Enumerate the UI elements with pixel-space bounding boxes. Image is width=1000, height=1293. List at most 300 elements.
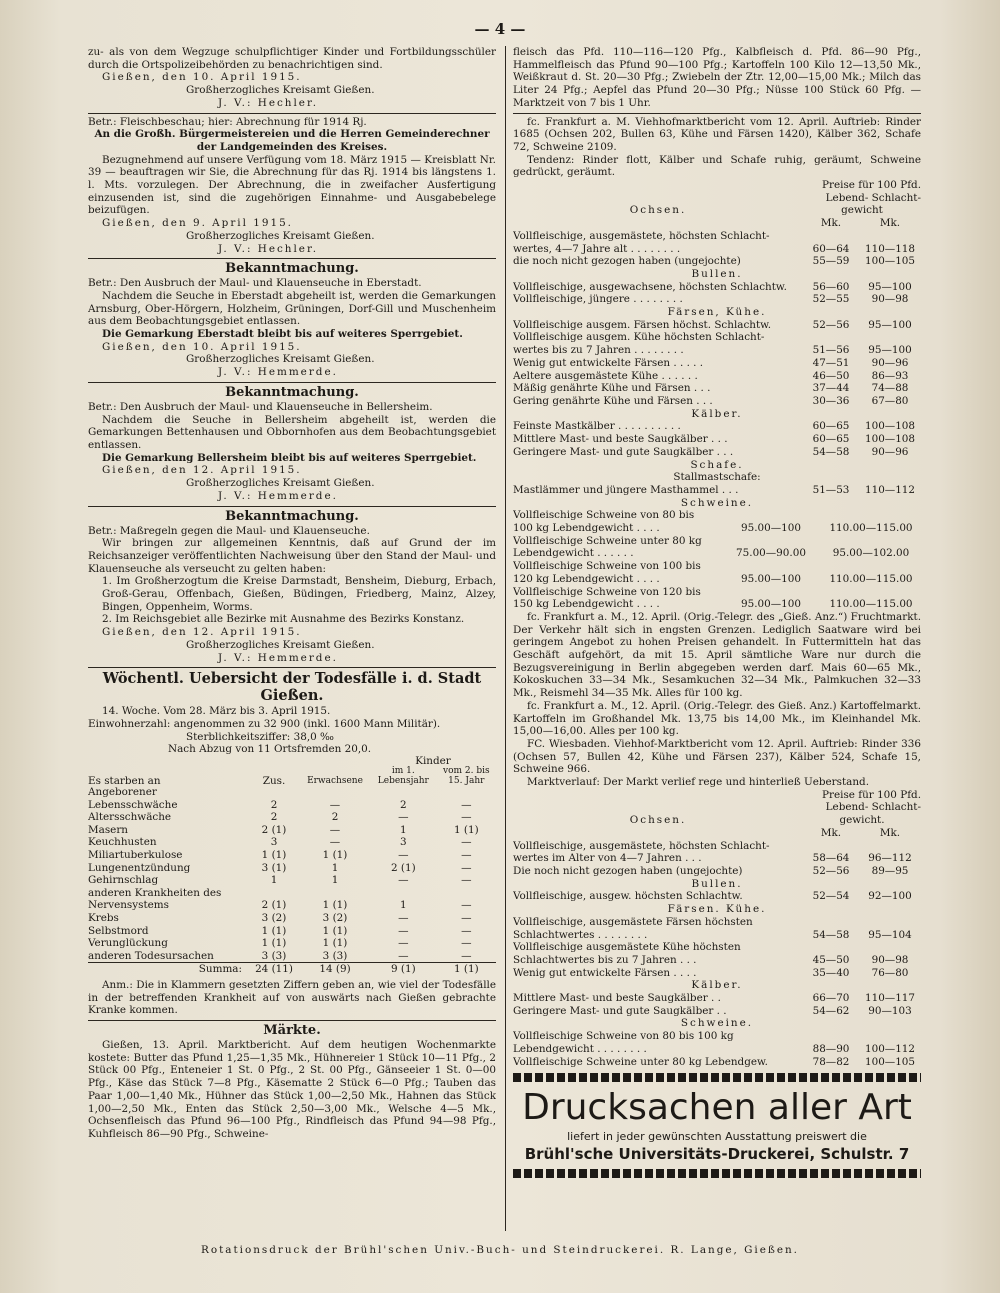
price-label: Vollfleischige ausgem. Färsen höchst. Schlachtw. <box>513 318 772 331</box>
ffm-sect-schafe: Schafe. <box>690 458 744 471</box>
deaths-cell-total <box>248 887 300 900</box>
wies-sect-faersen: Färsen. Kühe. <box>667 903 767 916</box>
wies-head-row <box>513 814 921 827</box>
deaths-cell-cause: Nervensystems <box>88 899 169 912</box>
deaths-cell-cause: Gehirnschlag <box>88 874 159 887</box>
price-label: Wenig gut entwickelte Färsen . . . . . <box>513 356 704 369</box>
price-v2: 95.00—102.00 <box>832 547 910 560</box>
price-v1: 47—51 <box>812 356 850 369</box>
price-row <box>513 954 921 967</box>
deaths-cell-c1: — <box>398 811 409 824</box>
wies-price-head: Preise für 100 Pfd. <box>822 788 921 801</box>
ffm-sect-faersen: Färsen, Kühe. <box>667 306 767 319</box>
deaths-cell-total: 1 <box>270 874 278 887</box>
price-row <box>513 865 921 878</box>
intro-date: Gießen, den 10. April 1915. <box>102 71 302 84</box>
price-row <box>513 992 921 1005</box>
deaths-cell-cause: Angeborener Lebensschwäche <box>88 786 178 811</box>
price-label: Vollfleischige, ausgemästete Färsen höchsten <box>513 915 753 928</box>
price-label: wertes, 4—7 Jahre alt . . . . . . . . <box>513 242 681 255</box>
bek1-subject: Betr.: Den Ausbruch der Maul- und Klauenseuche in Eberstadt. <box>88 277 422 290</box>
price-label: Lebendgewicht . . . . . . . . <box>513 1042 647 1055</box>
price-label: wertes bis zu 7 Jahren . . . . . . . . <box>513 344 684 357</box>
price-v2: 100—105 <box>864 255 916 268</box>
sum-child-1: 9 (1) <box>370 963 437 976</box>
ffm-unit-1: Mk. <box>820 217 842 230</box>
deaths-cell-total: 2 <box>270 811 278 824</box>
price-row <box>513 433 921 446</box>
ffm-faersen-rows <box>513 319 921 408</box>
deaths-cell-c2: — <box>461 798 472 811</box>
price-row <box>513 890 921 903</box>
deaths-cell-c2: — <box>461 811 472 824</box>
price-label: Mäßig genährte Kühe und Färsen . . . <box>513 382 711 395</box>
price-row <box>513 586 921 599</box>
price-label: Geringere Mast- und gute Saugkälber . . . <box>513 445 734 458</box>
price-v1: 88—90 <box>812 1042 850 1055</box>
price-label: Vollfleischige, ausgemästete, höchsten Schlacht- <box>513 229 770 242</box>
price-v2: 90—98 <box>871 953 909 966</box>
deaths-cell-c1 <box>370 887 437 900</box>
price-v2: 110—117 <box>864 992 916 1005</box>
price-row <box>513 331 921 344</box>
price-label: Vollfleischige Schweine unter 80 kg Lebendgew. <box>513 1055 768 1068</box>
ffm-intro: fc. Frankfurt a. M. Viehhofmarktbericht vom 12. April. Auftrieb: Rinder 1685 (Ochsen 202, Bullen 63, Kühe und Färsen 1420), Kälber 362, Schafe 72, Schweine 2109. <box>513 115 921 153</box>
price-v1: 55—59 <box>812 255 850 268</box>
deaths-row <box>88 887 496 900</box>
deaths-cell-c2: — <box>461 899 472 912</box>
bek1-date: Gießen, den 10. April 1915. <box>102 340 302 353</box>
bek2-date: Gießen, den 12. April 1915. <box>102 464 302 477</box>
deaths-row <box>88 950 496 963</box>
col-total: Zus. <box>262 775 286 788</box>
bek3-item-1: 1. Im Großherzogtum die Kreise Darmstadt, Bensheim, Dieburg, Erbach, Groß-Gerau, Offenbach, Gießen, Büdingen, Friedberg, Mainz, Alzey, Bingen, Oppenheim, Worms. <box>102 575 496 613</box>
deaths-population: Einwohnerzahl: angenommen zu 32 900 (inkl. 1600 Mann Militär). <box>88 717 441 730</box>
deaths-cell-adult: — <box>329 823 341 836</box>
price-v1: 60—65 <box>812 433 850 446</box>
deaths-cell-adult: 1 <box>331 861 339 874</box>
ffm-bullen-rows <box>513 281 921 306</box>
price-v1: 45—50 <box>812 953 850 966</box>
deaths-cell-adult: 1 (1) <box>322 937 348 950</box>
wies-ochsen-rows <box>513 840 921 878</box>
price-label: Wenig gut entwickelte Färsen . . . . <box>513 966 697 979</box>
deaths-cell-c1: 2 <box>399 798 407 811</box>
wies-sect-bullen: Bullen. <box>691 877 743 890</box>
wies-kaelber-rows <box>513 992 921 1017</box>
kartoffelmarkt: fc. Frankfurt a. M., 12. April. (Orig.-Telegr. des Gieß. Anz.) Kartoffelmarkt. Kartoffeln im Großhandel Mk. 13,75 bis 14,00 Mk., im Kleinhandel Mk. 15,00—16,00. Alles per 100 kg. <box>513 699 921 738</box>
price-row <box>513 293 921 306</box>
maerkte-text: Gießen, 13. April. Marktbericht. Auf dem heutigen Wochenmarkte kostete: Butter das Pfund 1,25—1,35 Mk., Hühnereier 1 Stück 10—11 Pfg., 2 Stück 00 Pfg., Enteneier 1 St. 0 Pfg., 2 St. 00 Pfg., Gänseeier 1 St. 0—00 Pfg., Käse das Stück 7—8 Pfg., Käsematte 2 Stück 6—0 Pfg.; Tauben das Paar 1,00—1,40 Mk., Hühner das Stück 1,00—2,50 Mk., Hahnen das Stück 1,00—2,50 Mk., Enten das Stück 2,50—3,00 Mk., Welsche 4—5 Mk., Ochsenfleisch das Pfund 96—100 Pfg., Rindfleisch das Pfund 94—98 Pfg., Kuhfleisch 86—90 Pfg., Schweine- <box>88 1039 496 1140</box>
deaths-cell-cause: Krebs <box>88 911 119 924</box>
deaths-after: Nach Abzug von 11 Ortsfremden 20,0. <box>168 743 372 756</box>
price-v2: 110—112 <box>864 483 916 496</box>
price-row <box>513 319 921 332</box>
price-v2: 76—80 <box>871 966 909 979</box>
deaths-row <box>88 786 496 811</box>
deaths-cell-adult: 1 (1) <box>322 924 348 937</box>
price-v2: 86—93 <box>871 369 909 382</box>
bek2-bold: Die Gemarkung Bellersheim bleibt bis auf weiteres Sperrgebiet. <box>102 451 477 464</box>
bek2-body: Nachdem die Seuche in Bellersheim abgeheilt ist, werden die Gemarkungen Bettenhausen und Obbornhofen aus dem Beobachtungsgebiet entlassen. <box>88 413 496 451</box>
price-label: Vollfleischige Schweine unter 80 kg <box>513 534 702 547</box>
deaths-row <box>88 874 496 887</box>
deaths-cell-adult: 1 (1) <box>322 849 348 862</box>
price-v2: 96—112 <box>868 852 912 865</box>
deaths-cell-adult: 3 (3) <box>322 949 348 962</box>
deaths-cell-c2: — <box>461 861 472 874</box>
price-v1: 54—58 <box>812 445 850 458</box>
bek1-bold: Die Gemarkung Eberstadt bleibt bis auf weiteres Sperrgebiet. <box>102 328 463 341</box>
ffm-kaelber-rows <box>513 420 921 458</box>
deaths-cell-c1: 2 (1) <box>390 861 416 874</box>
price-row <box>513 1056 921 1069</box>
price-v2: 95—100 <box>868 280 912 293</box>
price-v2: 90—96 <box>871 356 909 369</box>
deaths-cell-c2: — <box>461 911 472 924</box>
price-v2: 95—100 <box>868 344 912 357</box>
deaths-cell-adult <box>300 887 370 900</box>
price-v2: 110—118 <box>864 242 916 255</box>
fleisch-signature: J. V.: Hechler. <box>218 242 319 255</box>
deaths-row <box>88 862 496 875</box>
price-row <box>513 420 921 433</box>
divider <box>88 1020 496 1021</box>
price-v2: 110.00—115.00 <box>829 522 913 535</box>
price-v1: 58—64 <box>812 852 850 865</box>
sum-label: Summa: <box>88 963 248 976</box>
price-label: Mittlere Mast- und beste Saugkälber . . . <box>513 433 728 446</box>
deaths-cell-total: 3 (1) <box>261 861 287 874</box>
deaths-cell-c1: 1 <box>399 823 407 836</box>
price-row <box>513 852 921 865</box>
price-row <box>513 243 921 256</box>
price-row <box>513 967 921 980</box>
bek3-body: Wir bringen zur allgemeinen Kenntnis, daß auf Grund der im Reichsanzeiger veröffentlichten Nachweisung über den Stand der Maul- und Klauenseuche als verseucht zu gelten haben: <box>88 537 496 575</box>
price-v2: 100—112 <box>864 1042 916 1055</box>
price-v1: 54—62 <box>812 1004 850 1017</box>
price-v1: 60—64 <box>812 242 850 255</box>
deaths-cell-c1: 3 <box>399 836 407 849</box>
price-v2: 74—88 <box>871 382 909 395</box>
deaths-cell-c1: 1 <box>399 899 407 912</box>
deaths-cell-total: 3 <box>270 836 278 849</box>
bek3-date: Gießen, den 12. April 1915. <box>102 626 302 639</box>
deaths-cell-total: 1 (1) <box>261 849 287 862</box>
bek2-signature: J. V.: Hemmerde. <box>218 489 338 502</box>
price-v1: 52—54 <box>812 890 850 903</box>
deaths-note: Anm.: Die in Klammern gesetzten Ziffern geben an, wie viel der Todesfälle in der betreffenden Krankheit auf von auswärts nach Gießen gebrachte Kranke kommen. <box>88 978 496 1017</box>
price-v1: 56—60 <box>812 280 850 293</box>
deaths-cell-total: 2 (1) <box>261 899 287 912</box>
price-row <box>513 1043 921 1056</box>
wies-unit-row <box>513 827 921 840</box>
deaths-cell-cause: Selbstmord <box>88 924 149 937</box>
price-row <box>513 598 921 611</box>
price-v1: 54—58 <box>812 928 850 941</box>
ffm-price-head: Preise für 100 Pfd. <box>822 179 921 192</box>
price-row <box>513 941 921 954</box>
deaths-cell-c1: — <box>398 924 409 937</box>
price-label: Lebendgewicht . . . . . . <box>513 547 634 560</box>
page-number: — 4 — <box>474 20 526 38</box>
wies-price-head-2: Lebend- Schlacht- <box>825 801 921 814</box>
divider <box>88 258 496 259</box>
price-row <box>513 281 921 294</box>
deaths-cell-cause: Verunglückung <box>88 937 168 950</box>
deaths-cell-c2: — <box>461 924 472 937</box>
price-row <box>513 547 921 560</box>
deaths-cell-total: 1 (1) <box>261 924 287 937</box>
price-v2: 100—108 <box>864 433 916 446</box>
ffm-schweine-rows <box>513 509 921 611</box>
bek3-signature: J. V.: Hemmerde. <box>218 651 338 664</box>
price-v2: 89—95 <box>871 865 909 877</box>
divider <box>88 506 496 507</box>
deaths-cell-total: 1 (1) <box>261 937 287 950</box>
price-label: Gering genährte Kühe und Färsen . . . <box>513 394 713 407</box>
price-label: die noch nicht gezogen haben (ungejochte) <box>513 255 741 268</box>
price-v1: 37—44 <box>812 382 850 395</box>
maerkte-title: Märkte. <box>263 1023 321 1039</box>
left-column <box>88 46 496 1231</box>
deaths-rate: Sterblichkeitsziffer: 38,0 ‰ <box>186 730 334 743</box>
ffm-unit-2: Mk. <box>879 217 901 230</box>
price-row <box>513 370 921 383</box>
divider <box>88 113 496 114</box>
price-row <box>513 929 921 942</box>
ad-border-bottom <box>513 1169 921 1178</box>
divider <box>513 113 921 114</box>
bek1-body: Nachdem die Seuche in Eberstadt abgeheilt ist, werden die Gemarkungen Arnsburg, Ober-Hörgern, Holzheim, Grüningen, Dorf-Gill und Muschenheim aus dem Beobachtungsgebiet entlassen. <box>88 289 496 328</box>
deaths-cell-c2: — <box>461 849 472 862</box>
deaths-cell-c1: — <box>398 874 409 887</box>
print-shop-ad <box>513 1073 921 1178</box>
price-row <box>513 382 921 395</box>
intro-signature: J. V.: Hechler. <box>218 96 319 109</box>
deaths-row <box>88 836 496 849</box>
deaths-cell-total: 3 (2) <box>261 911 287 924</box>
wies-sect-ochsen: Ochsen. <box>629 814 687 827</box>
fleisch-subject: Betr.: Fleischbeschau; hier: Abrechnung für 1914 Rj. <box>88 115 367 128</box>
printer-footer: Rotationsdruck der Brühl'schen Univ.-Buch- und Steindruckerei. R. Lange, Gießen. <box>201 1244 799 1256</box>
price-row <box>513 573 921 586</box>
price-row <box>513 255 921 268</box>
price-v1: 95.00—100 <box>741 572 801 585</box>
ffm-sect-bullen: Bullen. <box>691 267 743 280</box>
wies-schweine-rows <box>513 1030 921 1068</box>
deaths-cell-cause: anderen Krankheiten des <box>88 886 222 899</box>
deaths-cell-cause: Keuchhusten <box>88 836 157 849</box>
bek1-title: Bekanntmachung. <box>225 261 359 277</box>
price-row <box>513 840 921 853</box>
fleisch-body: Bezugnehmend auf unsere Verfügung vom 18. März 1915 — Kreisblatt Nr. 39 — beauftragen wir Sie, die Abrechnung für das Rj. 1914 bis längstens 1. l. Mts. vorzulegen. Der Abrechnung, die in zweifacher Ausfertigung einzusenden ist, sind die zugehörigen Einnahme- und Ausgabebelege beizufügen. <box>88 153 496 217</box>
price-row <box>513 230 921 243</box>
price-v1: 75.00—90.00 <box>736 547 806 560</box>
right-column <box>513 46 921 1231</box>
price-row <box>513 560 921 573</box>
price-label: Schlachtwertes . . . . . . . . <box>513 928 648 941</box>
price-label: Mittlere Mast- und beste Saugkälber . . <box>513 992 721 1005</box>
price-v1: 51—53 <box>812 483 850 496</box>
price-row <box>513 395 921 408</box>
price-v2: 90—98 <box>871 293 909 306</box>
ffm-sect-ochsen: Ochsen. <box>629 204 687 217</box>
deaths-row <box>88 849 496 862</box>
deaths-title: Wöchentl. Uebersicht der Todesfälle i. d. Stadt Gießen. <box>102 670 482 705</box>
price-v2: 110.00—115.00 <box>829 572 913 585</box>
col-child-2: vom 2. bis 15. Jahr <box>443 766 490 787</box>
wies-unit-1: Mk. <box>820 826 842 839</box>
col-cause: Es starben an <box>88 775 161 788</box>
deaths-cell-c1: — <box>398 849 409 862</box>
price-label: 120 kg Lebendgewicht . . . . <box>513 572 660 585</box>
price-row <box>513 344 921 357</box>
price-v1: 46—50 <box>812 369 850 382</box>
deaths-row <box>88 937 496 950</box>
deaths-row <box>88 824 496 837</box>
deaths-cell-c2: — <box>461 937 472 950</box>
price-label: Vollfleischige Schweine von 80 bis 100 kg <box>513 1030 734 1043</box>
price-label: Vollfleischige ausgemästete Kühe höchsten <box>513 941 741 954</box>
price-v1: 52—55 <box>812 293 850 306</box>
price-v2: 95—100 <box>868 318 912 331</box>
price-row <box>513 484 921 497</box>
divider <box>88 382 496 383</box>
deaths-cell-c1: — <box>398 937 409 950</box>
ad-title: Drucksachen aller Art <box>522 1087 912 1129</box>
deaths-cell-cause: Lungenentzündung <box>88 861 191 874</box>
ffm-head-row <box>513 204 921 217</box>
intro-text: zu- als von dem Wegzuge schulpflichtiger Kinder und Fortbildungsschüler durch die Ortspolizeibehörden zu benachrichtigen sind. <box>88 46 496 71</box>
price-label: Vollfleischige ausgem. Kühe höchsten Schlacht- <box>513 331 765 344</box>
wies-weight-label: gewicht. <box>839 814 885 827</box>
deaths-cell-cause: Altersschwäche <box>88 811 172 824</box>
deaths-table <box>88 756 496 976</box>
price-v1: 66—70 <box>812 992 850 1005</box>
deaths-row <box>88 912 496 925</box>
price-v2: 90—96 <box>871 445 909 458</box>
wies-sect-schweine: Schweine. <box>680 1017 754 1030</box>
deaths-cell-adult: — <box>329 836 341 849</box>
price-row <box>513 916 921 929</box>
price-label: Vollfleischige, ausgewachsene, höchsten Schlachtw. <box>513 280 787 293</box>
bek3-title: Bekanntmachung. <box>225 508 359 524</box>
ad-border-top <box>513 1073 921 1082</box>
price-label: Vollfleischige, ausgew. höchsten Schlachtw. <box>513 890 743 903</box>
price-label: Die noch nicht gezogen haben (ungejochte) <box>513 865 743 877</box>
deaths-cell-c2 <box>437 887 496 900</box>
col-child-1: im 1. Lebensjahr <box>377 766 429 787</box>
price-v1: 52—56 <box>812 318 850 331</box>
price-v2: 92—100 <box>868 890 912 903</box>
deaths-row <box>88 811 496 824</box>
fruchtmarkt: fc. Frankfurt a. M., 12. April. (Orig.-Telegr. des „Gieß. Anz.“) Fruchtmarkt. Der Verkehr hält sich in engsten Grenzen. Lediglich Saatware wird bei geringem Angebot zu hohen Preisen gehandelt. In Futtermitteln hat das Geschäft aufgehört, da mit 15. April sämtliche Ware nur durch die Bezugsvereinigung in Berlin abgegeben werden darf. Mais 60—65 Mk., Kokoskuchen 33—34 Mk., Sesamkuchen 32—34 Mk., Palmkuchen 32—33 Mk., Reismehl 34—35 Mk. Alles für 100 kg. <box>513 610 921 700</box>
bek2-title: Bekanntmachung. <box>225 384 359 400</box>
col-adult: Erwachsene <box>307 776 363 787</box>
column-rule <box>505 46 506 1231</box>
deaths-cell-total: 3 (3) <box>261 949 287 962</box>
deaths-cell-c2: — <box>461 836 472 849</box>
price-label: Mastlämmer und jüngere Masthammel . . . <box>513 483 739 496</box>
ad-address: Brühl'sche Universitäts-Druckerei, Schulstr. 7 <box>524 1145 910 1164</box>
ffm-unit-row <box>513 217 921 230</box>
deaths-cell-adult: 1 <box>331 874 339 887</box>
ffm-sect-kaelber: Kälber. <box>691 407 743 420</box>
deaths-cell-c1: — <box>398 949 409 962</box>
market-continued: fleisch das Pfd. 110—116—120 Pfg., Kalbfleisch d. Pfd. 86—90 Pfg., Hammelfleisch das Pfund 90—100 Pfg.; Kartoffeln 100 Kilo 12—13,50 Mk., Weißkraut d. St. 20—30 Pfg.; Zwiebeln der Ztr. 12,00—15,00 Mk.; Milch das Liter 24 Pfg.; Aepfel das Pfund 20—30 Pfg.; Nüsse 100 Stück 60 Pfg. — Marktzeit von 7 bis 1 Uhr. <box>513 46 921 109</box>
deaths-cell-cause: Masern <box>88 823 128 836</box>
deaths-cell-cause: Miliartuberkulose <box>88 849 183 862</box>
sum-child-2: 1 (1) <box>437 963 496 976</box>
price-row <box>513 446 921 459</box>
price-label: Schlachtwertes bis zu 7 Jahren . . . <box>513 953 697 966</box>
bek3-subject: Betr.: Maßregeln gegen die Maul- und Klauenseuche. <box>88 524 370 537</box>
bek2-subject: Betr.: Den Ausbruch der Maul- und Klauenseuche in Bellersheim. <box>88 400 433 413</box>
ffm-ochsen-rows <box>513 230 921 268</box>
bek3-item-2: 2. Im Reichsgebiet alle Bezirke mit Ausnahme des Bezirks Konstanz. <box>102 613 465 626</box>
ffm-schafe-rows <box>513 484 921 497</box>
price-label: 150 kg Lebendgewicht . . . . <box>513 598 660 611</box>
price-row <box>513 1030 921 1043</box>
wies-verlauf: Marktverlauf: Der Markt verlief rege und hinterließ Ueberstand. <box>527 776 869 789</box>
deaths-sum-row <box>88 963 496 976</box>
price-v1: 60—65 <box>812 420 850 433</box>
price-label: 100 kg Lebendgewicht . . . . <box>513 522 660 535</box>
wies-intro: FC. Wiesbaden. Viehhof-Marktbericht vom 12. April. Auftrieb: Rinder 336 (Ochsen 57, Bullen 42, Kühe und Färsen 237), Kälber 524, Schafe 15, Schweine 966. <box>513 737 921 776</box>
price-label: Vollfleischige, ausgemästete, höchsten Schlacht- <box>513 839 770 852</box>
fleisch-addressee: An die Großh. Bürgermeistereien und die Herren Gemeinderechner der Landgemeinden des Kreises. <box>94 128 490 153</box>
price-v2: 95—104 <box>868 928 912 941</box>
price-row <box>513 357 921 370</box>
price-label: wertes im Alter von 4—7 Jahren . . . <box>513 852 702 865</box>
wies-sect-kaelber: Kälber. <box>691 979 743 992</box>
price-v2: 90—103 <box>868 1004 912 1017</box>
price-v1: 52—56 <box>812 865 850 877</box>
price-v1: 35—40 <box>812 966 850 979</box>
wies-bullen-rows <box>513 890 921 903</box>
price-v1: 51—56 <box>812 344 850 357</box>
fleisch-date: Gießen, den 9. April 1915. <box>102 217 293 230</box>
price-v1: 95.00—100 <box>741 522 801 535</box>
intro-authority: Großherzogliches Kreisamt Gießen. <box>186 84 375 97</box>
ffm-price-head-2: Lebend- Schlacht- <box>825 191 921 204</box>
price-v1: 30—36 <box>812 394 850 407</box>
deaths-cell-total: 2 <box>270 798 278 811</box>
deaths-row <box>88 899 496 912</box>
ffm-sect-stall: Stallmastschafe: <box>673 471 761 484</box>
deaths-cell-c2: — <box>461 874 472 887</box>
price-v1: 78—82 <box>812 1055 850 1068</box>
price-label: Vollfleischige, jüngere . . . . . . . . <box>513 293 683 306</box>
price-row <box>513 522 921 535</box>
price-label: Feinste Mastkälber . . . . . . . . . . <box>513 420 681 433</box>
price-v2: 67—80 <box>871 394 909 407</box>
ad-subtitle: liefert in jeder gewünschten Ausstattung preiswert die <box>567 1130 867 1144</box>
sum-adult: 14 (9) <box>300 963 370 976</box>
price-v2: 110.00—115.00 <box>829 598 913 611</box>
price-v2: 100—105 <box>864 1055 916 1068</box>
bek1-authority: Großherzogliches Kreisamt Gießen. <box>186 353 375 366</box>
deaths-cell-c2: 1 (1) <box>453 823 479 836</box>
deaths-cell-c2: — <box>461 949 472 962</box>
ffm-sect-schweine: Schweine. <box>680 496 754 509</box>
bek3-authority: Großherzogliches Kreisamt Gießen. <box>186 638 375 651</box>
price-row <box>513 535 921 548</box>
deaths-cell-adult: 3 (2) <box>322 911 348 924</box>
sum-total: 24 (11) <box>248 963 300 976</box>
deaths-cell-adult: 2 <box>331 811 339 824</box>
